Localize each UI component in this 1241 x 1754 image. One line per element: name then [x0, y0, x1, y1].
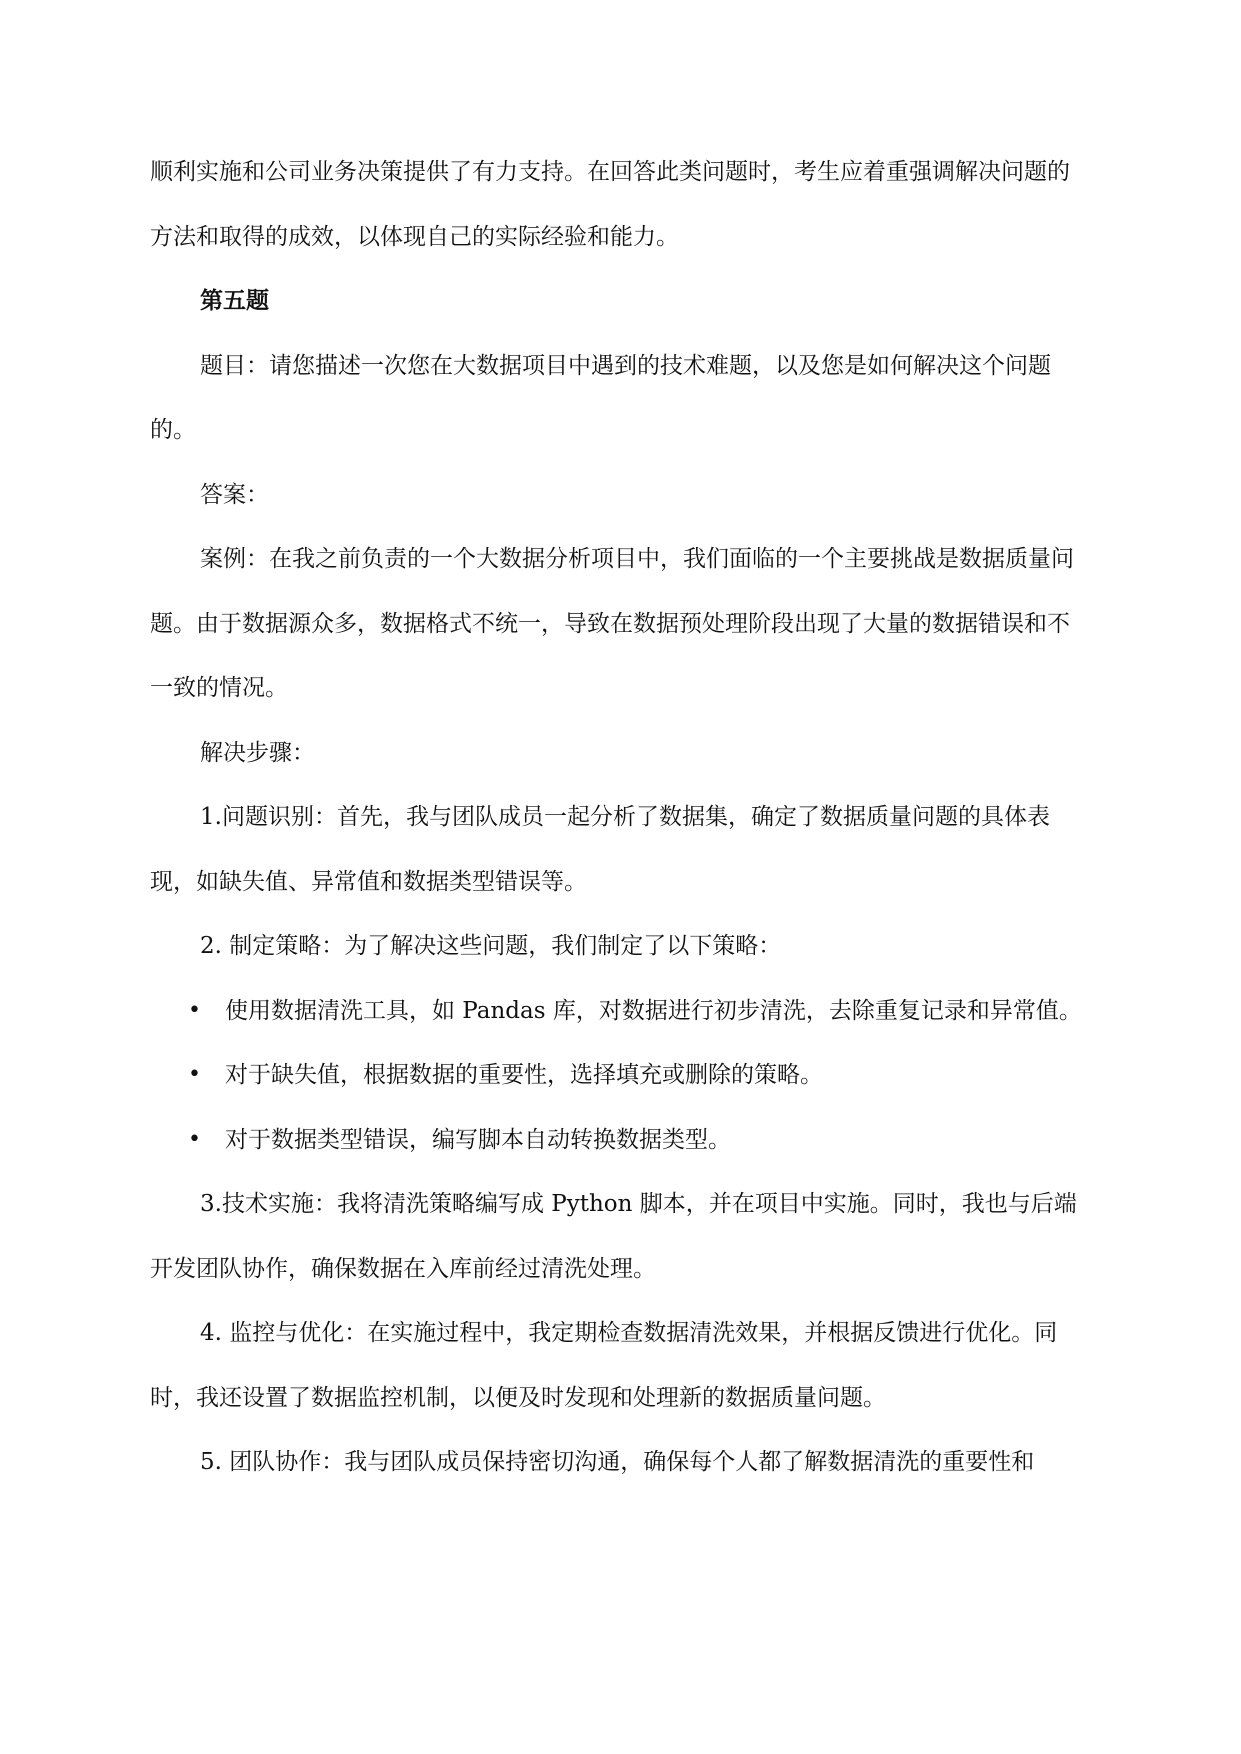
- bullet-icon: •: [188, 1062, 201, 1087]
- step-1-paragraph: 1.问题识别：首先，我与团队成员一起分析了数据集，确定了数据质量问题的具体表现，如缺失值、异常值和数据类型错误等。: [150, 804, 1050, 895]
- list-item: [150, 1108, 1090, 1173]
- section-heading-q5: 第五题: [200, 287, 269, 314]
- steps-label: 解决步骤：: [200, 739, 315, 766]
- case-paragraph: 案例：在我之前负责的一个大数据分析项目中，我们面临的一个主要挑战是数据质量问题。由于数据源众多，数据格式不统一，导致在数据预处理阶段出现了大量的数据错误和不一致的情况。: [150, 546, 1074, 701]
- paragraph-intro: 顺利实施和公司业务决策提供了有力支持。在回答此类问题时，考生应着重强调解决问题的方法和取得的成效，以体现自己的实际经验和能力。: [150, 159, 1070, 250]
- step-2-paragraph: 2. 制定策略：为了解决这些问题，我们制定了以下策略：: [200, 933, 782, 959]
- bullet-icon: •: [188, 997, 201, 1023]
- bullet-text: 对于缺失值，根据数据的重要性，选择填充或删除的策略。: [225, 1062, 823, 1088]
- question-paragraph: 题目：请您描述一次您在大数据项目中遇到的技术难题，以及您是如何解决这个问题的。: [150, 352, 1051, 443]
- step-3-paragraph: 3.技术实施：我将清洗策略编写成 Python 脚本，并在项目中实施。同时，我也与后端开发团队协作，确保数据在入库前经过清洗处理。: [150, 1191, 1077, 1282]
- strategy-bullet-list: [150, 979, 1090, 1173]
- bullet-text: 对于数据类型错误，编写脚本自动转换数据类型。: [225, 1126, 731, 1153]
- step-4-paragraph: 4. 监控与优化：在实施过程中，我定期检查数据清洗效果，并根据反馈进行优化。同时，我还设置了数据监控机制，以便及时发现和处理新的数据质量问题。: [150, 1320, 1058, 1411]
- bullet-icon: •: [188, 1126, 201, 1152]
- step-5-paragraph: 5. 团队协作：我与团队成员保持密切沟通，确保每个人都了解数据清洗的重要性和: [200, 1449, 1035, 1475]
- bullet-text: 使用数据清洗工具，如 Pandas 库，对数据进行初步清洗，去除重复记录和异常值。: [225, 997, 1082, 1024]
- answer-label: 答案：: [200, 481, 269, 508]
- list-item: [150, 979, 1090, 1044]
- list-item: [150, 1043, 1090, 1108]
- document-body: [150, 140, 1090, 1495]
